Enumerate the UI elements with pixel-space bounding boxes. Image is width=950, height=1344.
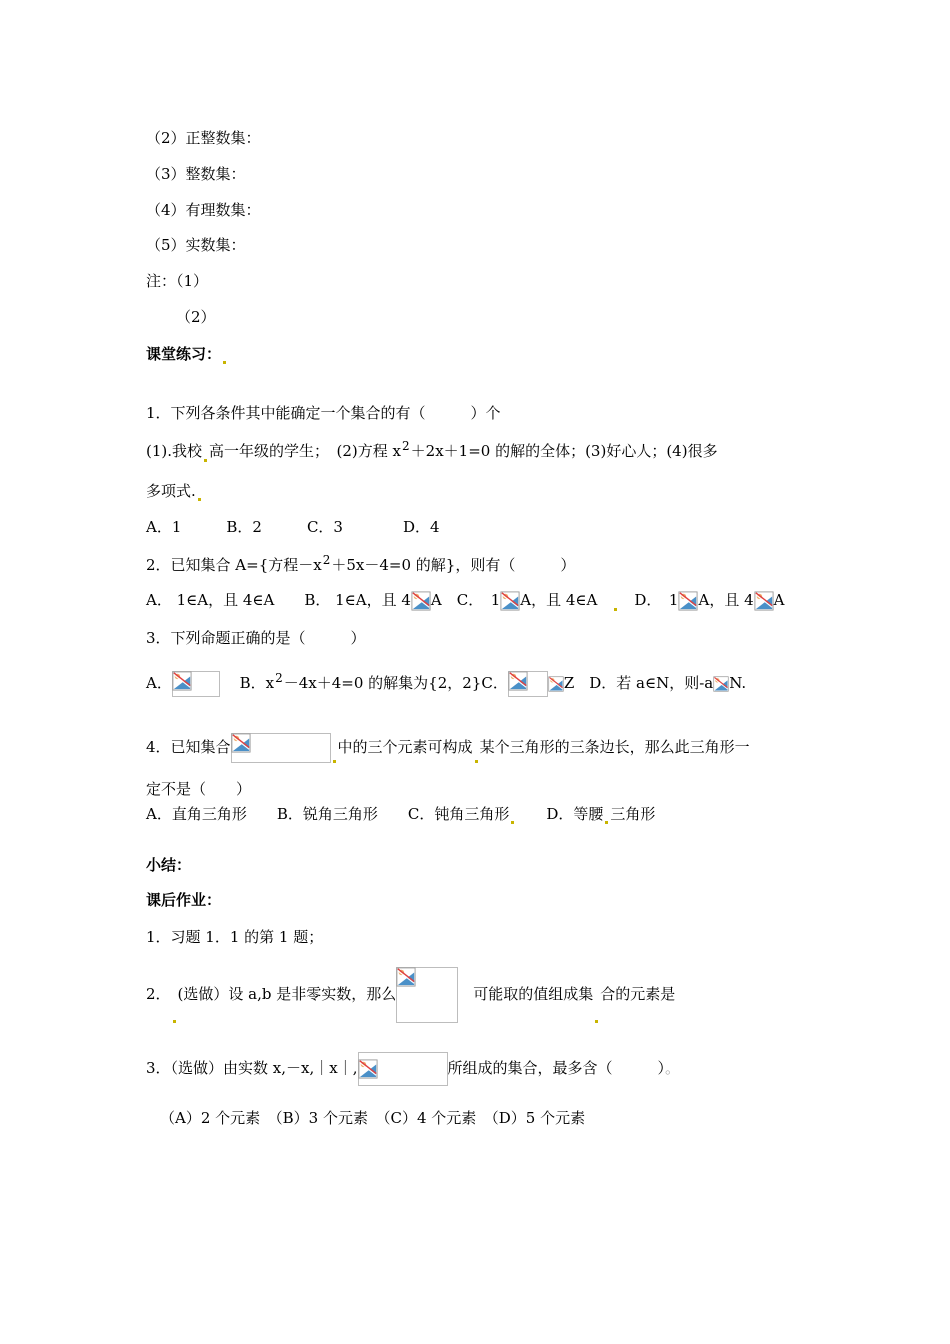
- edit-marker-icon: [511, 821, 514, 824]
- classwork-heading: 课堂练习：: [146, 344, 228, 364]
- note-1: 注：（1）: [146, 272, 209, 290]
- edit-marker-icon: [614, 608, 617, 611]
- formula-image-placeholder: [172, 671, 220, 697]
- homework-2: 2． (选做）设 a,b 是非零实数，那么 可能取的值组成集 合的元素是: [146, 966, 675, 1023]
- set-positive-integers: （2）正整数集：: [146, 129, 261, 147]
- summary-heading: 小结：: [146, 856, 192, 874]
- q1-items-cont: 多项式.: [146, 481, 203, 501]
- note-2: （2）: [176, 308, 216, 326]
- broken-image-icon: [548, 676, 564, 692]
- edit-marker-icon: [173, 1020, 176, 1023]
- homework-3: 3．（选做）由实数 x,－x,｜x｜, 所组成的集合，最多含（ ）。: [146, 1050, 680, 1086]
- broken-image-icon: [500, 591, 520, 611]
- q4-options: A．直角三角形 B．锐角三角形 C．钝角三角形 D．等腰 三角形: [146, 805, 656, 823]
- q4-stem-cont: 定不是（ ）: [146, 780, 252, 798]
- edit-marker-icon: [198, 498, 201, 501]
- fraction-formula-image-placeholder: [396, 967, 458, 1023]
- edit-marker-icon: [605, 821, 608, 824]
- set-integers: （3）整数集：: [146, 165, 246, 183]
- formula-image-placeholder: [358, 1052, 448, 1086]
- homework-1: 1．习题 1．1 的第 1 题；: [146, 928, 324, 946]
- q1-options: A．1 B．2 C．3 D．4: [146, 518, 440, 536]
- q1-items: (1).我校 高一年级的学生； (2)方程 $x^2+2x+1=0$ 的解的全体；(3)好心人；(4)很多: [146, 439, 718, 460]
- set-reals: （5）实数集：: [146, 236, 246, 254]
- q1-stem: 1．下列各条件其中能确定一个集合的有（ ）个: [146, 404, 501, 422]
- q2-stem: 2．已知集合 A={方程$-x^2+5x-4=0$ 的解}，则有（ ）: [146, 553, 576, 574]
- edit-marker-icon: [595, 1020, 598, 1023]
- broken-image-icon: [678, 591, 698, 611]
- edit-marker-icon: [204, 459, 207, 462]
- set-formula-image-placeholder: [231, 733, 331, 763]
- broken-image-icon: [713, 676, 729, 692]
- q2-options: A． 1∈A，且 4∈A B． 1∈A，且 4 A C． 1 A，且 4∈A D． 1 A，且 4 A: [146, 591, 785, 609]
- q3-options: A． B．$x^2-4x+4=0$ 的解集为{2，2}C． Z D．若 a∈N，则-a N.: [146, 668, 746, 699]
- edit-marker-icon: [223, 361, 226, 364]
- formula-image-placeholder: [508, 671, 548, 697]
- broken-image-icon: [754, 591, 774, 611]
- edit-marker-icon: [333, 760, 336, 763]
- homework-heading: 课后作业：: [146, 891, 222, 909]
- set-rationals: （4）有理数集：: [146, 201, 261, 219]
- edit-marker-icon: [475, 760, 478, 763]
- q3-stem: 3．下列命题正确的是（ ）: [146, 629, 366, 647]
- broken-image-icon: [411, 591, 431, 611]
- q4-stem: 4．已知集合 中的三个元素可构成 某个三角形的三条边长，那么此三角形一: [146, 732, 750, 763]
- homework-3-options: （A）2 个元素 （B）3 个元素 （C）4 个元素 （D）5 个元素: [160, 1109, 586, 1127]
